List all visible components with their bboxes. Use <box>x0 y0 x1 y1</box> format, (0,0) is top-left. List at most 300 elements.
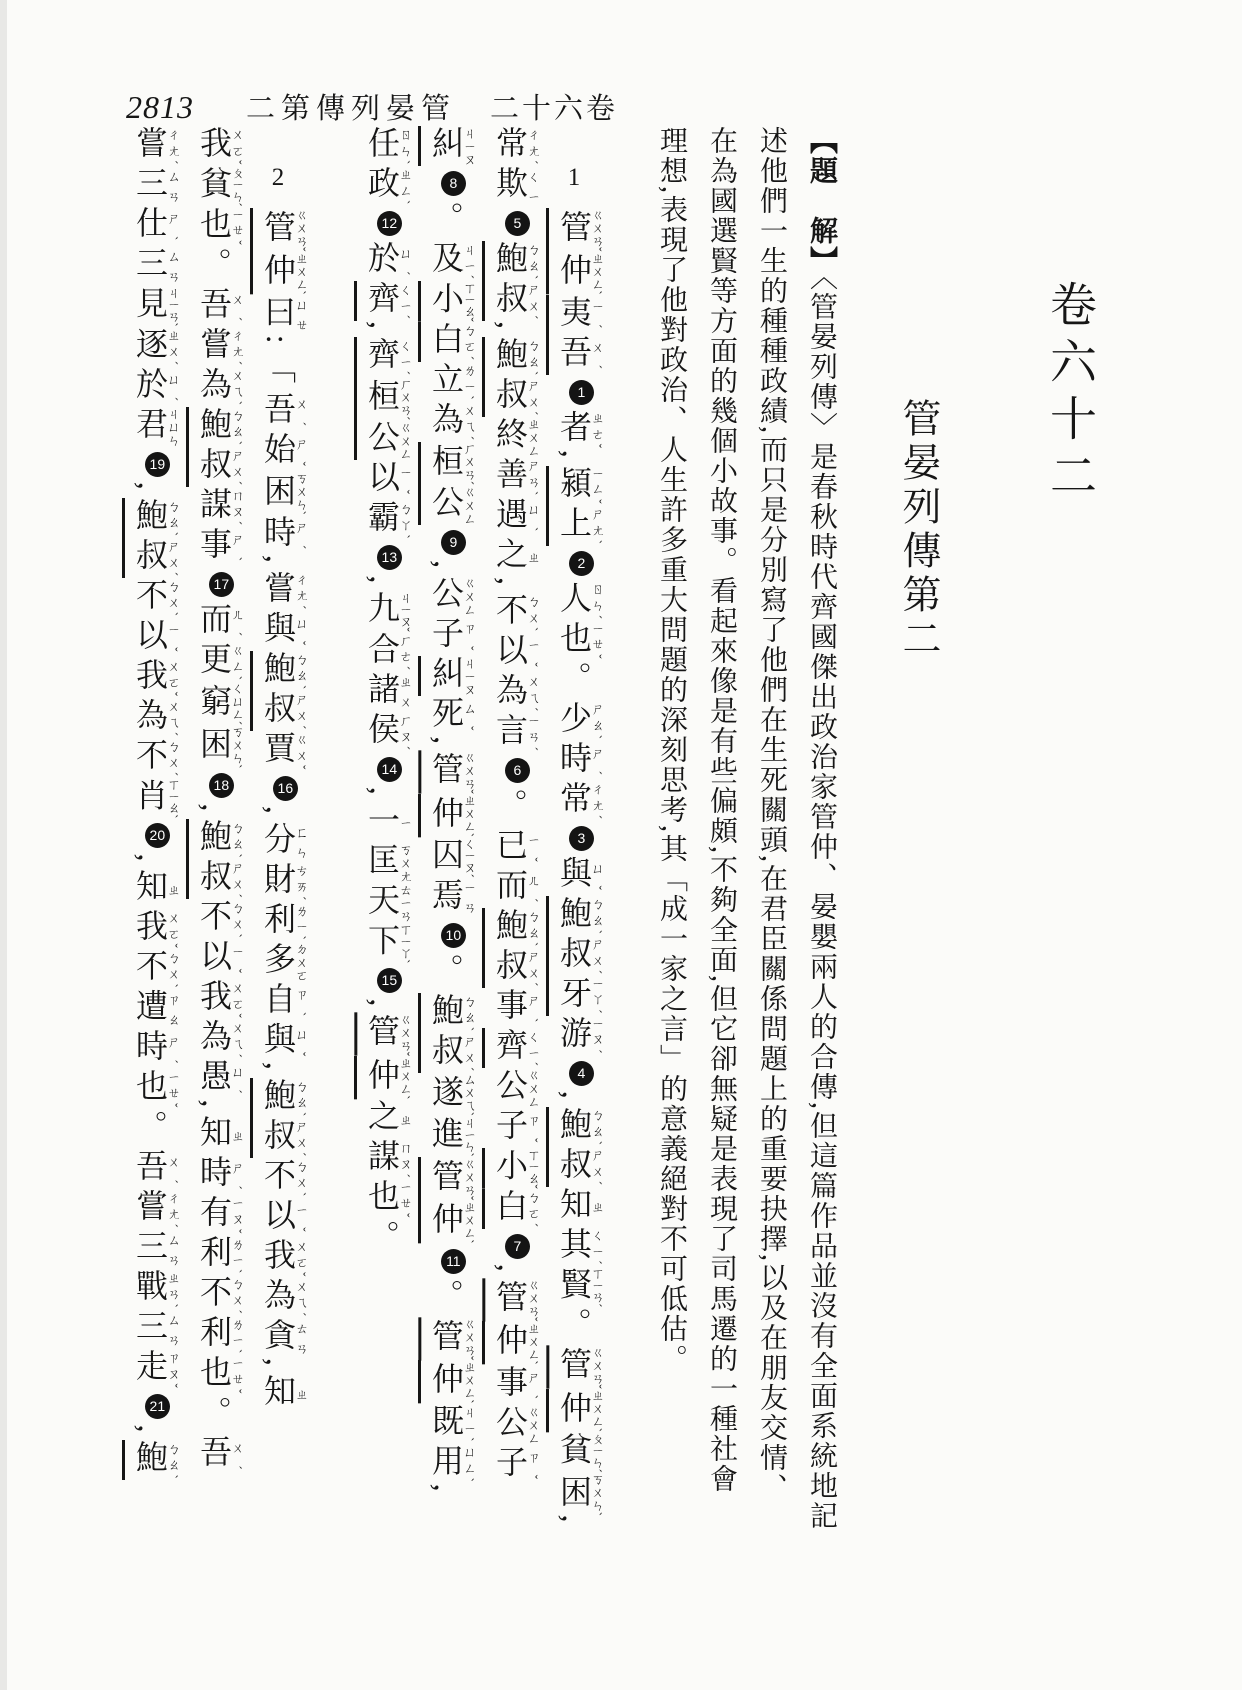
running-header <box>126 86 618 127</box>
char-with-zhuyin: 以ㄧˇ <box>364 460 413 501</box>
punctuation: 。 <box>428 952 464 993</box>
zhuyin-annotation: ㄆㄧㄣˊ <box>589 1432 605 1473</box>
zhuyin-annotation: ㄙㄢ <box>165 1229 181 1270</box>
zhuyin-annotation: ㄧˇ <box>229 939 245 980</box>
char-with-zhuyin: 天ㄊㄧㄢ <box>364 882 413 923</box>
char-with-zhuyin: 上ㄕㄤˋ <box>556 505 605 546</box>
char-with-zhuyin: 已ㄧˇ <box>492 828 541 868</box>
zhuyin-annotation: ㄕˊ <box>589 740 605 781</box>
annotated-text <box>556 1432 605 1517</box>
char-with-zhuyin: 合ㄏㄜˊ <box>364 631 413 672</box>
char-with-zhuyin: 下ㄒㄧㄚˋ <box>364 922 413 964</box>
annotated-text <box>492 828 541 908</box>
char-with-zhuyin: 有ㄧㄡˇ <box>196 1195 245 1236</box>
char-with-zhuyin: 管ㄍㄨㄢˇ <box>428 1156 477 1201</box>
zhuyin-annotation: ㄧㄡˊ <box>589 1015 605 1056</box>
zhuyin-annotation: ㄒㄧㄚˋ <box>397 922 413 964</box>
zhuyin-annotation: ㄗㄡˇ <box>165 1349 181 1390</box>
zhuyin-annotation: ㄒㄧㄠˋ <box>165 777 181 819</box>
zhuyin-annotation: ㄅㄨˋ <box>525 593 541 633</box>
footnote-marker: 16 <box>273 776 298 801</box>
char-with-zhuyin: 時ㄕˊ <box>196 1155 245 1196</box>
annotated-text <box>428 361 477 442</box>
zhuyin-annotation: ㄦˊ <box>525 868 541 908</box>
zhuyin-annotation: ㄕˋ <box>525 988 541 1028</box>
annotated-text <box>132 577 181 819</box>
footnote-marker: 5 <box>505 211 530 236</box>
annotated-text <box>556 409 605 450</box>
char-with-zhuyin: 也ㄧㄝˇ <box>132 1069 181 1110</box>
zhuyin-annotation: ㄊㄢ <box>293 1317 309 1358</box>
footnote-marker: 20 <box>145 823 170 848</box>
char-with-zhuyin: 我ㄨㄛˇ <box>132 909 181 950</box>
zhuyin-annotation: ㄓ <box>397 1099 413 1140</box>
zhuyin-annotation: ㄑㄩㄥˊ <box>229 681 245 726</box>
char-with-zhuyin: 子ㄗˇ <box>428 616 477 657</box>
char-with-zhuyin: 仕ㄕˋ <box>132 206 181 246</box>
annotated-text <box>196 601 245 769</box>
zhuyin-annotation: ㄅㄛˊ <box>525 1188 541 1229</box>
zhuyin-annotation: ㄕㄢˋ <box>525 457 541 497</box>
zhuyin-annotation: ㄧㄝˇ <box>589 620 605 661</box>
zhuyin-annotation: ㄓㄨㄥˋ <box>461 1200 477 1244</box>
zhuyin-annotation: ㄅㄠˋ <box>229 406 245 447</box>
char-with-zhuyin: 不ㄅㄨˋ <box>260 1157 309 1198</box>
char-with-zhuyin: 仲ㄓㄨㄥˋ <box>556 1388 605 1433</box>
char-with-zhuyin: 人ㄖㄣˊ <box>556 580 605 621</box>
char-with-zhuyin: 齊ㄑㄧˊ <box>492 1028 541 1068</box>
char-with-zhuyin: 知ㄓ <box>260 1373 309 1414</box>
char-with-zhuyin: 公ㄍㄨㄥ <box>428 576 477 617</box>
zhuyin-annotation: ㄗㄠ <box>165 989 181 1030</box>
annotated-text <box>492 988 541 1028</box>
char-with-zhuyin: 鮑ㄅㄠˋ <box>260 650 309 691</box>
char-with-zhuyin: 仲ㄓㄨㄥˋ <box>428 793 477 838</box>
tijie-column: 【題 解】〈管晏列傳〉是春秋時代齊國傑出政治家管仲、晏嬰兩人的合傳,但這篇作品並沒有全面系統地記 <box>806 126 837 1531</box>
zhuyin-annotation: ㄕㄨˊ <box>525 948 541 988</box>
annotated-text <box>428 696 477 737</box>
annotated-text <box>260 570 309 651</box>
punctuation: 。 <box>196 246 232 287</box>
char-with-zhuyin: 桓ㄏㄨㄢˊ <box>428 441 477 486</box>
punctuation: , <box>132 481 168 498</box>
char-with-zhuyin: 叔ㄕㄨˊ <box>556 1146 605 1187</box>
char-with-zhuyin: 時ㄕˊ <box>556 740 605 781</box>
proper-noun <box>428 281 477 362</box>
zhuyin-annotation: ㄍㄨㄢˇ <box>461 1316 477 1361</box>
zhuyin-annotation: ㄓ <box>589 1186 605 1227</box>
zhuyin-annotation: ㄐㄧㄢˋ <box>165 286 181 327</box>
punctuation: , <box>260 805 296 822</box>
zhuyin-annotation: ㄓㄨㄥˋ <box>461 793 477 838</box>
zhuyin-annotation: ㄧㄝˇ <box>165 1069 181 1110</box>
char-with-zhuyin: 不ㄅㄨˋ <box>132 577 181 618</box>
char-with-zhuyin: 小ㄒㄧㄠˇ <box>428 281 477 322</box>
footnote-marker: 10 <box>441 923 466 948</box>
annotated-text <box>260 1373 309 1414</box>
zhuyin-annotation: ㄍㄨㄥ <box>525 1404 541 1445</box>
punctuation: , <box>556 449 592 466</box>
zhuyin-annotation: ㄨㄛˇ <box>165 909 181 950</box>
zhuyin-annotation: ㄅㄠˋ <box>165 1440 181 1481</box>
punctuation: , <box>364 998 400 1015</box>
char-with-zhuyin: 小ㄒㄧㄠˇ <box>492 1148 541 1189</box>
zhuyin-annotation: ㄨˊ <box>229 1435 245 1476</box>
running-header-volume: 二十六卷 <box>490 93 619 125</box>
char-with-zhuyin: 遭ㄗㄠ <box>132 989 181 1030</box>
zhuyin-annotation: ㄒㄧㄠˇ <box>461 281 477 322</box>
zhuyin-annotation: ㄩˋ <box>525 497 541 537</box>
char-with-zhuyin: 賢ㄒㄧㄢˊ <box>556 1266 605 1308</box>
char-with-zhuyin: 公ㄍㄨㄥ <box>492 1068 541 1108</box>
char-with-zhuyin: 也ㄧㄝˇ <box>196 206 245 247</box>
zhuyin-annotation: ㄍㄨㄢˇ <box>589 208 605 252</box>
annotated-text <box>196 126 245 247</box>
zhuyin-annotation: ㄕㄨˊ <box>461 1032 477 1073</box>
zhuyin-annotation: ㄕㄨˊ <box>525 377 541 417</box>
char-with-zhuyin: 於ㄩˊ <box>364 241 413 281</box>
char-with-zhuyin: 與ㄩˇ <box>556 855 605 896</box>
char-with-zhuyin: 謀ㄇㄡˊ <box>196 486 245 527</box>
zhuyin-annotation: ㄕㄨˊ <box>229 446 245 487</box>
zhuyin-annotation: ㄑㄧˊ <box>525 1028 541 1068</box>
zhuyin-annotation: ㄕˋ <box>165 206 181 246</box>
char-with-zhuyin: 不ㄅㄨˋ <box>492 593 541 633</box>
char-with-zhuyin: 困ㄎㄨㄣˋ <box>196 725 245 769</box>
char-with-zhuyin: 夷ㄧˊ <box>556 294 605 335</box>
punctuation: , <box>492 321 528 337</box>
zhuyin-annotation: ㄩˇ <box>293 1021 309 1062</box>
zhuyin-annotation: ㄆㄧㄣˊ <box>229 166 245 207</box>
proper-noun <box>556 294 605 375</box>
char-with-zhuyin: 事ㄕˋ <box>492 988 541 1028</box>
annotated-text <box>364 126 413 206</box>
annotated-text <box>492 593 541 753</box>
zhuyin-annotation: ㄅㄨˊ <box>165 737 181 778</box>
char-with-zhuyin: 貧ㄆㄧㄣˊ <box>196 166 245 207</box>
char-with-zhuyin: 仲ㄓㄨㄥˋ <box>364 1056 413 1100</box>
zhuyin-annotation: ㄍㄨㄢˇ <box>293 208 309 252</box>
proper-noun <box>260 1077 309 1158</box>
char-with-zhuyin: 之ㄓ <box>492 537 541 577</box>
char-with-zhuyin: 子ㄗˇ <box>492 1444 541 1485</box>
footnote-marker: 21 <box>145 1394 170 1419</box>
zhuyin-annotation: ㄨㄛˇ <box>293 1237 309 1278</box>
char-with-zhuyin: 三ㄙㄢ <box>132 246 181 286</box>
zhuyin-annotation: ㄎㄨㄣˋ <box>293 471 309 515</box>
section-number: 2 <box>271 164 285 191</box>
text-column <box>246 126 310 1622</box>
char-with-zhuyin: 管ㄍㄨㄢˇ <box>492 1278 541 1322</box>
footnote-marker: 3 <box>569 826 594 851</box>
char-with-zhuyin: 管ㄍㄨㄢˇ <box>556 208 605 252</box>
char-with-zhuyin: 管ㄍㄨㄢˇ <box>556 1345 605 1389</box>
zhuyin-annotation: ㄕㄨˊ <box>165 537 181 578</box>
zhuyin-annotation: ㄐㄧˋ <box>461 1403 477 1444</box>
char-with-zhuyin: 三ㄙㄢ <box>132 166 181 206</box>
char-with-zhuyin: 任ㄖㄣˋ <box>364 126 413 166</box>
zhuyin-annotation: ㄨㄛˇ <box>165 657 181 698</box>
char-with-zhuyin: 鮑ㄅㄠˋ <box>492 908 541 948</box>
char-with-zhuyin: 公ㄍㄨㄥ <box>364 420 413 461</box>
punctuation: , <box>556 1514 592 1531</box>
char-with-zhuyin: 善ㄕㄢˋ <box>492 457 541 497</box>
zhuyin-annotation: ㄓㄨˊ <box>165 326 181 367</box>
annotated-text <box>260 1157 309 1358</box>
zhuyin-annotation: ㄔㄤˊ <box>293 570 309 611</box>
char-with-zhuyin: 賈ㄍㄨˇ <box>260 730 309 771</box>
proper-noun <box>556 1106 605 1187</box>
running-header-chapter: 二第傳列晏管 <box>246 93 457 125</box>
annotated-text <box>132 869 181 1110</box>
char-with-zhuyin: 不ㄅㄨˊ <box>132 737 181 778</box>
text-column <box>182 126 246 1622</box>
zhuyin-annotation: ㄑㄧㄡˊ <box>461 837 477 878</box>
zhuyin-annotation: ㄅㄠˋ <box>165 497 181 538</box>
char-with-zhuyin: 吾ㄨˊ <box>132 1149 181 1190</box>
punctuation: , <box>428 560 464 577</box>
char-with-zhuyin: 焉ㄧㄢ <box>428 877 477 918</box>
zhuyin-annotation: ㄇㄡˊ <box>229 486 245 527</box>
char-with-zhuyin: 既ㄐㄧˋ <box>428 1403 477 1444</box>
punctuation: , <box>196 803 232 820</box>
zhuyin-annotation: ㄓㄨ <box>397 671 413 712</box>
char-with-zhuyin: 貧ㄆㄧㄣˊ <box>556 1432 605 1473</box>
tijie-label: 【題 解】 <box>806 126 837 276</box>
annotated-text <box>260 730 309 771</box>
char-with-zhuyin: 與ㄩˇ <box>260 610 309 651</box>
annotated-text <box>196 1435 245 1476</box>
punctuation: 。 <box>492 788 528 828</box>
zhuyin-annotation: ㄧˇ <box>525 828 541 868</box>
char-with-zhuyin: 鮑ㄅㄠˋ <box>556 895 605 936</box>
zhuyin-annotation: ㄔㄤˊ <box>525 126 541 166</box>
scan-edge-shadow <box>0 0 7 1690</box>
zhuyin-annotation: ㄎㄨㄣˋ <box>229 725 245 769</box>
zhuyin-annotation: ㄧˇ <box>397 460 413 501</box>
char-with-zhuyin: 鮑ㄅㄠˋ <box>132 497 181 538</box>
zhuyin-annotation: ㄓㄨㄥˋ <box>397 1056 413 1100</box>
char-with-zhuyin: 九ㄐㄧㄡˇ <box>364 590 413 632</box>
char-with-zhuyin: 游ㄧㄡˊ <box>556 1015 605 1056</box>
annotated-text <box>492 1068 541 1148</box>
zhuyin-annotation: ㄓㄨㄥˋ <box>589 251 605 295</box>
zhuyin-annotation: ㄍㄨㄢˇ <box>525 1278 541 1322</box>
zhuyin-annotation: ㄨˊ <box>165 1149 181 1190</box>
char-with-zhuyin: 潁ㄧㄥˇ <box>556 465 605 506</box>
punctuation: 。 <box>556 660 592 701</box>
section-number: 1 <box>567 164 581 191</box>
zhuyin-annotation: ㄔㄤˊ <box>165 1189 181 1230</box>
zhuyin-annotation: ㄧ <box>397 802 413 843</box>
zhuyin-annotation: ㄩˊ <box>397 241 413 281</box>
char-with-zhuyin: 進ㄐㄧㄣˋ <box>428 1116 477 1157</box>
zhuyin-annotation: ㄨㄟˊ <box>525 673 541 713</box>
annotated-text <box>196 899 245 1100</box>
proper-noun <box>428 1156 477 1244</box>
zhuyin-annotation: ㄓㄨㄥˋ <box>525 1321 541 1365</box>
zhuyin-annotation: ㄅㄨˋ <box>165 577 181 618</box>
char-with-zhuyin: 少ㄕㄠˋ <box>556 700 605 741</box>
punctuation: , <box>364 575 400 592</box>
zhuyin-annotation: ㄍㄨㄥ <box>397 420 413 461</box>
zhuyin-annotation: ㄒㄧㄢˊ <box>589 1266 605 1308</box>
annotated-text <box>196 486 245 567</box>
char-with-zhuyin: 吾ㄨˊ <box>556 334 605 375</box>
zhuyin-annotation: ㄓㄨㄥˋ <box>461 1360 477 1404</box>
char-with-zhuyin: 叔ㄕㄨˊ <box>196 446 245 487</box>
char-with-zhuyin: 齊ㄑㄧˊ <box>364 281 413 321</box>
zhuyin-annotation: ㄐㄧㄡ <box>461 656 477 697</box>
zhuyin-annotation: ㄕˋ <box>229 526 245 567</box>
annotated-text <box>492 1364 541 1485</box>
zhuyin-annotation: ㄖㄣˊ <box>589 580 605 621</box>
zhuyin-annotation: ㄨㄛˇ <box>229 126 245 166</box>
punctuation: , <box>260 554 296 571</box>
zhuyin-annotation: ㄈㄣ <box>293 821 309 862</box>
char-with-zhuyin: 走ㄗㄡˇ <box>132 1349 181 1390</box>
char-with-zhuyin: 自ㄗˋ <box>260 981 309 1022</box>
char-with-zhuyin: 利ㄌㄧˋ <box>196 1315 245 1356</box>
char-with-zhuyin: 時ㄕˊ <box>260 514 309 555</box>
char-with-zhuyin: 糾ㄐㄧㄡ <box>428 656 477 697</box>
zhuyin-annotation: ㄅㄨˊ <box>229 1275 245 1316</box>
char-with-zhuyin: 言ㄧㄢˊ <box>492 713 541 753</box>
zhuyin-annotation: ㄨˊ <box>589 334 605 375</box>
char-with-zhuyin: 叔ㄕㄨˊ <box>132 537 181 578</box>
char-with-zhuyin: 不ㄅㄨˋ <box>132 949 181 990</box>
char-with-zhuyin: 以ㄧˇ <box>260 1197 309 1238</box>
zhuyin-annotation: ㄙㄢ <box>165 1309 181 1350</box>
char-with-zhuyin: 為ㄨㄟˊ <box>196 1019 245 1060</box>
char-with-zhuyin: 吾ㄨˊ <box>260 391 309 432</box>
zhuyin-annotation: ㄩˇ <box>589 855 605 896</box>
annotated-text <box>492 126 541 206</box>
char-with-zhuyin: 白ㄅㄛˊ <box>428 321 477 362</box>
annotated-text <box>260 294 309 335</box>
footnote-marker: 9 <box>441 530 466 555</box>
punctuation: , <box>132 1424 168 1441</box>
text-column <box>350 126 414 1622</box>
char-with-zhuyin: 為ㄨㄟˊ <box>260 1277 309 1318</box>
annotated-text <box>556 855 605 896</box>
zhuyin-annotation: ㄦˊ <box>229 601 245 642</box>
char-with-zhuyin: 牙ㄧㄚˊ <box>556 975 605 1016</box>
zhuyin-annotation: ㄧㄝˇ <box>229 1355 245 1396</box>
char-with-zhuyin: 窮ㄑㄩㄥˊ <box>196 681 245 726</box>
zhuyin-annotation: ㄅㄚˋ <box>397 500 413 541</box>
zhuyin-annotation: ㄅㄠˋ <box>525 337 541 377</box>
char-with-zhuyin: 為ㄨㄟˊ <box>492 673 541 713</box>
annotated-text <box>196 286 245 407</box>
char-with-zhuyin: 不ㄅㄨˊ <box>196 1275 245 1316</box>
zhuyin-annotation: ㄕˋ <box>525 1364 541 1405</box>
zhuyin-annotation: ㄐㄧㄡ <box>461 126 477 166</box>
char-with-zhuyin: 於ㄩˊ <box>132 366 181 407</box>
char-with-zhuyin: 一ㄧ <box>364 802 413 843</box>
zhuyin-annotation: ㄍㄨˇ <box>293 730 309 771</box>
punctuation: 。 <box>132 1109 168 1150</box>
proper-noun <box>556 208 605 295</box>
char-with-zhuyin: 我ㄨㄛˇ <box>132 657 181 698</box>
annotated-text <box>364 590 413 752</box>
char-with-zhuyin: 管ㄍㄨㄢˇ <box>364 1012 413 1057</box>
zhuyin-annotation: ㄅㄨˋ <box>229 899 245 940</box>
char-with-zhuyin: 叔ㄕㄨˊ <box>428 1032 477 1073</box>
annotated-text <box>132 1149 181 1390</box>
annotated-text <box>556 1186 605 1308</box>
char-with-zhuyin: 管ㄍㄨㄢˇ <box>428 1316 477 1361</box>
proper-noun <box>428 1316 477 1404</box>
char-with-zhuyin: 鮑ㄅㄠˋ <box>492 337 541 377</box>
annotated-text <box>364 241 413 281</box>
proper-noun <box>364 1012 413 1100</box>
zhuyin-annotation: ㄅㄠˋ <box>589 1106 605 1147</box>
punctuation: , <box>492 1263 528 1280</box>
zhuyin-annotation: ㄖㄣˋ <box>397 126 413 166</box>
zhuyin-annotation: ㄧㄥˇ <box>589 465 605 506</box>
char-with-zhuyin: 公ㄍㄨㄥ <box>492 1404 541 1445</box>
zhuyin-annotation: ㄩˇ <box>293 610 309 651</box>
char-with-zhuyin: 立ㄌㄧˋ <box>428 361 477 402</box>
zhuyin-annotation: ㄏㄜˊ <box>397 631 413 672</box>
zhuyin-annotation: ㄅㄠˋ <box>293 1077 309 1118</box>
char-with-zhuyin: 者ㄓㄜˇ <box>556 409 605 450</box>
zhuyin-annotation: ㄕˊ <box>165 1029 181 1070</box>
proper-noun <box>492 241 541 321</box>
punctuation: 。 <box>556 1307 592 1348</box>
zhuyin-annotation: ㄍㄥˋ <box>229 641 245 682</box>
punctuation: 。 <box>428 1278 464 1319</box>
zhuyin-annotation: ㄅㄛˊ <box>461 321 477 362</box>
punctuation: , <box>260 1061 296 1078</box>
char-with-zhuyin: 謀ㄇㄡˊ <box>364 1139 413 1180</box>
char-with-zhuyin: 嘗ㄔㄤˊ <box>132 126 181 166</box>
proper-noun <box>428 992 477 1073</box>
char-with-zhuyin: 齊ㄑㄧˊ <box>364 337 413 377</box>
proper-noun <box>196 406 245 487</box>
zhuyin-annotation: ㄕˊ <box>229 1155 245 1196</box>
char-with-zhuyin: 更ㄍㄥˋ <box>196 641 245 682</box>
char-with-zhuyin: 政ㄓㄥˋ <box>364 166 413 206</box>
char-with-zhuyin: 戰ㄓㄢˋ <box>132 1269 181 1310</box>
annotated-text <box>364 802 413 964</box>
punctuation: , <box>196 1099 232 1116</box>
zhuyin-annotation: ㄑㄧˊ <box>589 1226 605 1267</box>
volume-title: 卷六十二 <box>1043 280 1095 508</box>
zhuyin-annotation: ㄓ <box>525 537 541 577</box>
zhuyin-annotation: ㄙㄢ <box>165 166 181 206</box>
punctuation: 。 <box>364 1219 400 1260</box>
char-with-zhuyin: 也ㄧㄝˇ <box>196 1355 245 1396</box>
proper-noun <box>492 908 541 988</box>
zhuyin-annotation: ㄌㄧˋ <box>229 1315 245 1356</box>
char-with-zhuyin: 吾ㄨˊ <box>196 1435 245 1476</box>
tijie-column: 理想,表現了他對政治、人生許多重大問題的深刻思考,其「成一家之言」的意義絕對不可低估。 <box>656 126 687 1374</box>
proper-noun <box>428 126 477 166</box>
zhuyin-annotation: ㄙˇ <box>461 696 477 737</box>
char-with-zhuyin: 以ㄧˇ <box>196 939 245 980</box>
char-with-zhuyin: 鮑ㄅㄠˋ <box>260 1077 309 1118</box>
zhuyin-annotation: ㄅㄠˋ <box>229 819 245 860</box>
section-1 <box>350 126 606 1622</box>
zhuyin-annotation: ㄅㄨˋ <box>293 1157 309 1198</box>
char-with-zhuyin: 我ㄨㄛˇ <box>196 979 245 1020</box>
page-number: 2813 <box>126 89 194 125</box>
char-with-zhuyin: 糾ㄐㄧㄡ <box>428 126 477 166</box>
zhuyin-annotation: ㄧˇ <box>525 633 541 673</box>
proper-noun <box>132 497 181 578</box>
